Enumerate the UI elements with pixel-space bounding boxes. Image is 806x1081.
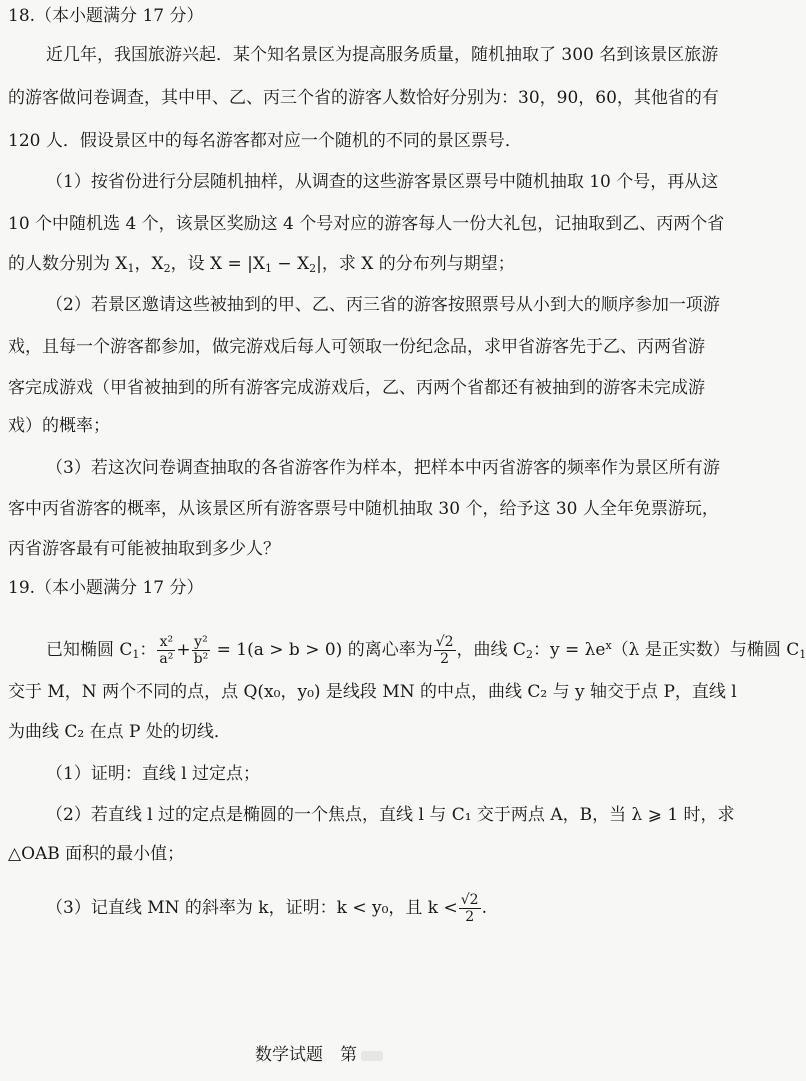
q18-intro-line-2: 的游客做问卷调查，其中甲、乙、丙三个省的游客人数恰好分别为：30，90，60，其他省的有	[8, 88, 719, 108]
page-footer: 数学试题 第	[255, 1040, 383, 1065]
q18-part3-line-3: 丙省游客最有可能被抽取到多少人？	[8, 539, 280, 559]
q18-intro-line-1: 近几年，我国旅游兴起．某个知名景区为提高服务质量，随机抽取了 300 名到该景区旅游	[46, 45, 719, 65]
q18-part1-line-1: （1）按省份进行分层随机抽样，从调查的这些游客景区票号中随机抽取 10 个号，再从这	[46, 172, 719, 192]
q18-part2-line-1: （2）若景区邀请这些被抽到的甲、乙、丙三省的游客按照票号从小到大的顺序参加一项游	[46, 295, 720, 315]
q19-part1: （1）证明：直线 l 过定点；	[46, 764, 261, 784]
q19-intro-line-3: 为曲线 C₂ 在点 P 处的切线．	[8, 722, 231, 742]
q19-header: 19.（本小题满分 17 分）	[8, 578, 204, 598]
q18-part3-line-2: 客中丙省游客的概率，从该景区所有游客票号中随机抽取 30 个，给予这 30 人全年免票游玩，	[8, 499, 719, 519]
q18-header: 18.（本小题满分 17 分）	[8, 6, 204, 26]
q19-part3: （3）记直线 MN 的斜率为 k，证明：k < y₀，且 k < $\frac{√2}{2}$ .	[46, 892, 487, 925]
q19-intro-line-2: 交于 M，N 两个不同的点，点 Q(x₀，y₀) 是线段 MN 的中点，曲线 C₂ 与 y 轴交于点 P，直线 l	[8, 682, 737, 702]
q18-part3-line-1: （3）若这次问卷调查抽取的各省游客作为样本，把样本中丙省游客的频率作为景区所有游	[46, 458, 720, 478]
q18-part2-line-4: 戏）的概率；	[8, 416, 110, 436]
q18-part1-line-2: 10 个中随机选 4 个，该景区奖励这 4 个号对应的游客每人一份大礼包，记抽取到乙、丙两个省	[8, 214, 725, 234]
q18-part1-line-3: 的人数分别为 $X_1$，$X_2$，设 $X = |X_1 - X_2|$，求 X 的分布列与期望；	[8, 254, 515, 275]
q18-part2-line-3: 客完成游戏（甲省被抽到的所有游客完成游戏后，乙、丙两个省都还有被抽到的游客未完成游	[8, 378, 705, 398]
q19-intro-line-1: 已知椭圆 $C_1$： $\frac{\text{x²}}{\text{a²}}$ + $\frac{\text{y²}}{\text{b²}}$ = 1(a > b > 0) 的离心率为 $\frac{√2}{2}$ ，曲线 $C_2$：$y = \lambda e^x(\lambda$ 是正实数）与椭圆 $C_1$	[46, 634, 806, 667]
x2-over-a2-fraction: $\frac{\text{x²}}{\text{a²}}$	[159, 634, 174, 667]
sqrt2-over-2-fraction-part3: $\frac{√2}{2}$	[460, 892, 479, 925]
q19-part2-line-2: △OAB 面积的最小值；	[8, 844, 185, 864]
page-number-blur	[361, 1051, 383, 1061]
sqrt2-over-2-fraction: $\frac{√2}{2}$	[435, 634, 454, 667]
q18-part2-line-2: 戏，且每一个游客都参加，做完游戏后每人可领取一份纪念品，求甲省游客先于乙、丙两省游	[8, 337, 705, 357]
q18-intro-line-3: 120 人．假设景区中的每名游客都对应一个随机的不同的景区票号．	[8, 131, 522, 151]
y2-over-b2-fraction: $\frac{\text{y²}}{\text{b²}}$	[193, 634, 209, 667]
q19-part2-line-1: （2）若直线 l 过的定点是椭圆的一个焦点，直线 l 与 C₁ 交于两点 A，B，当 λ ⩾ 1 时，求	[46, 805, 735, 825]
